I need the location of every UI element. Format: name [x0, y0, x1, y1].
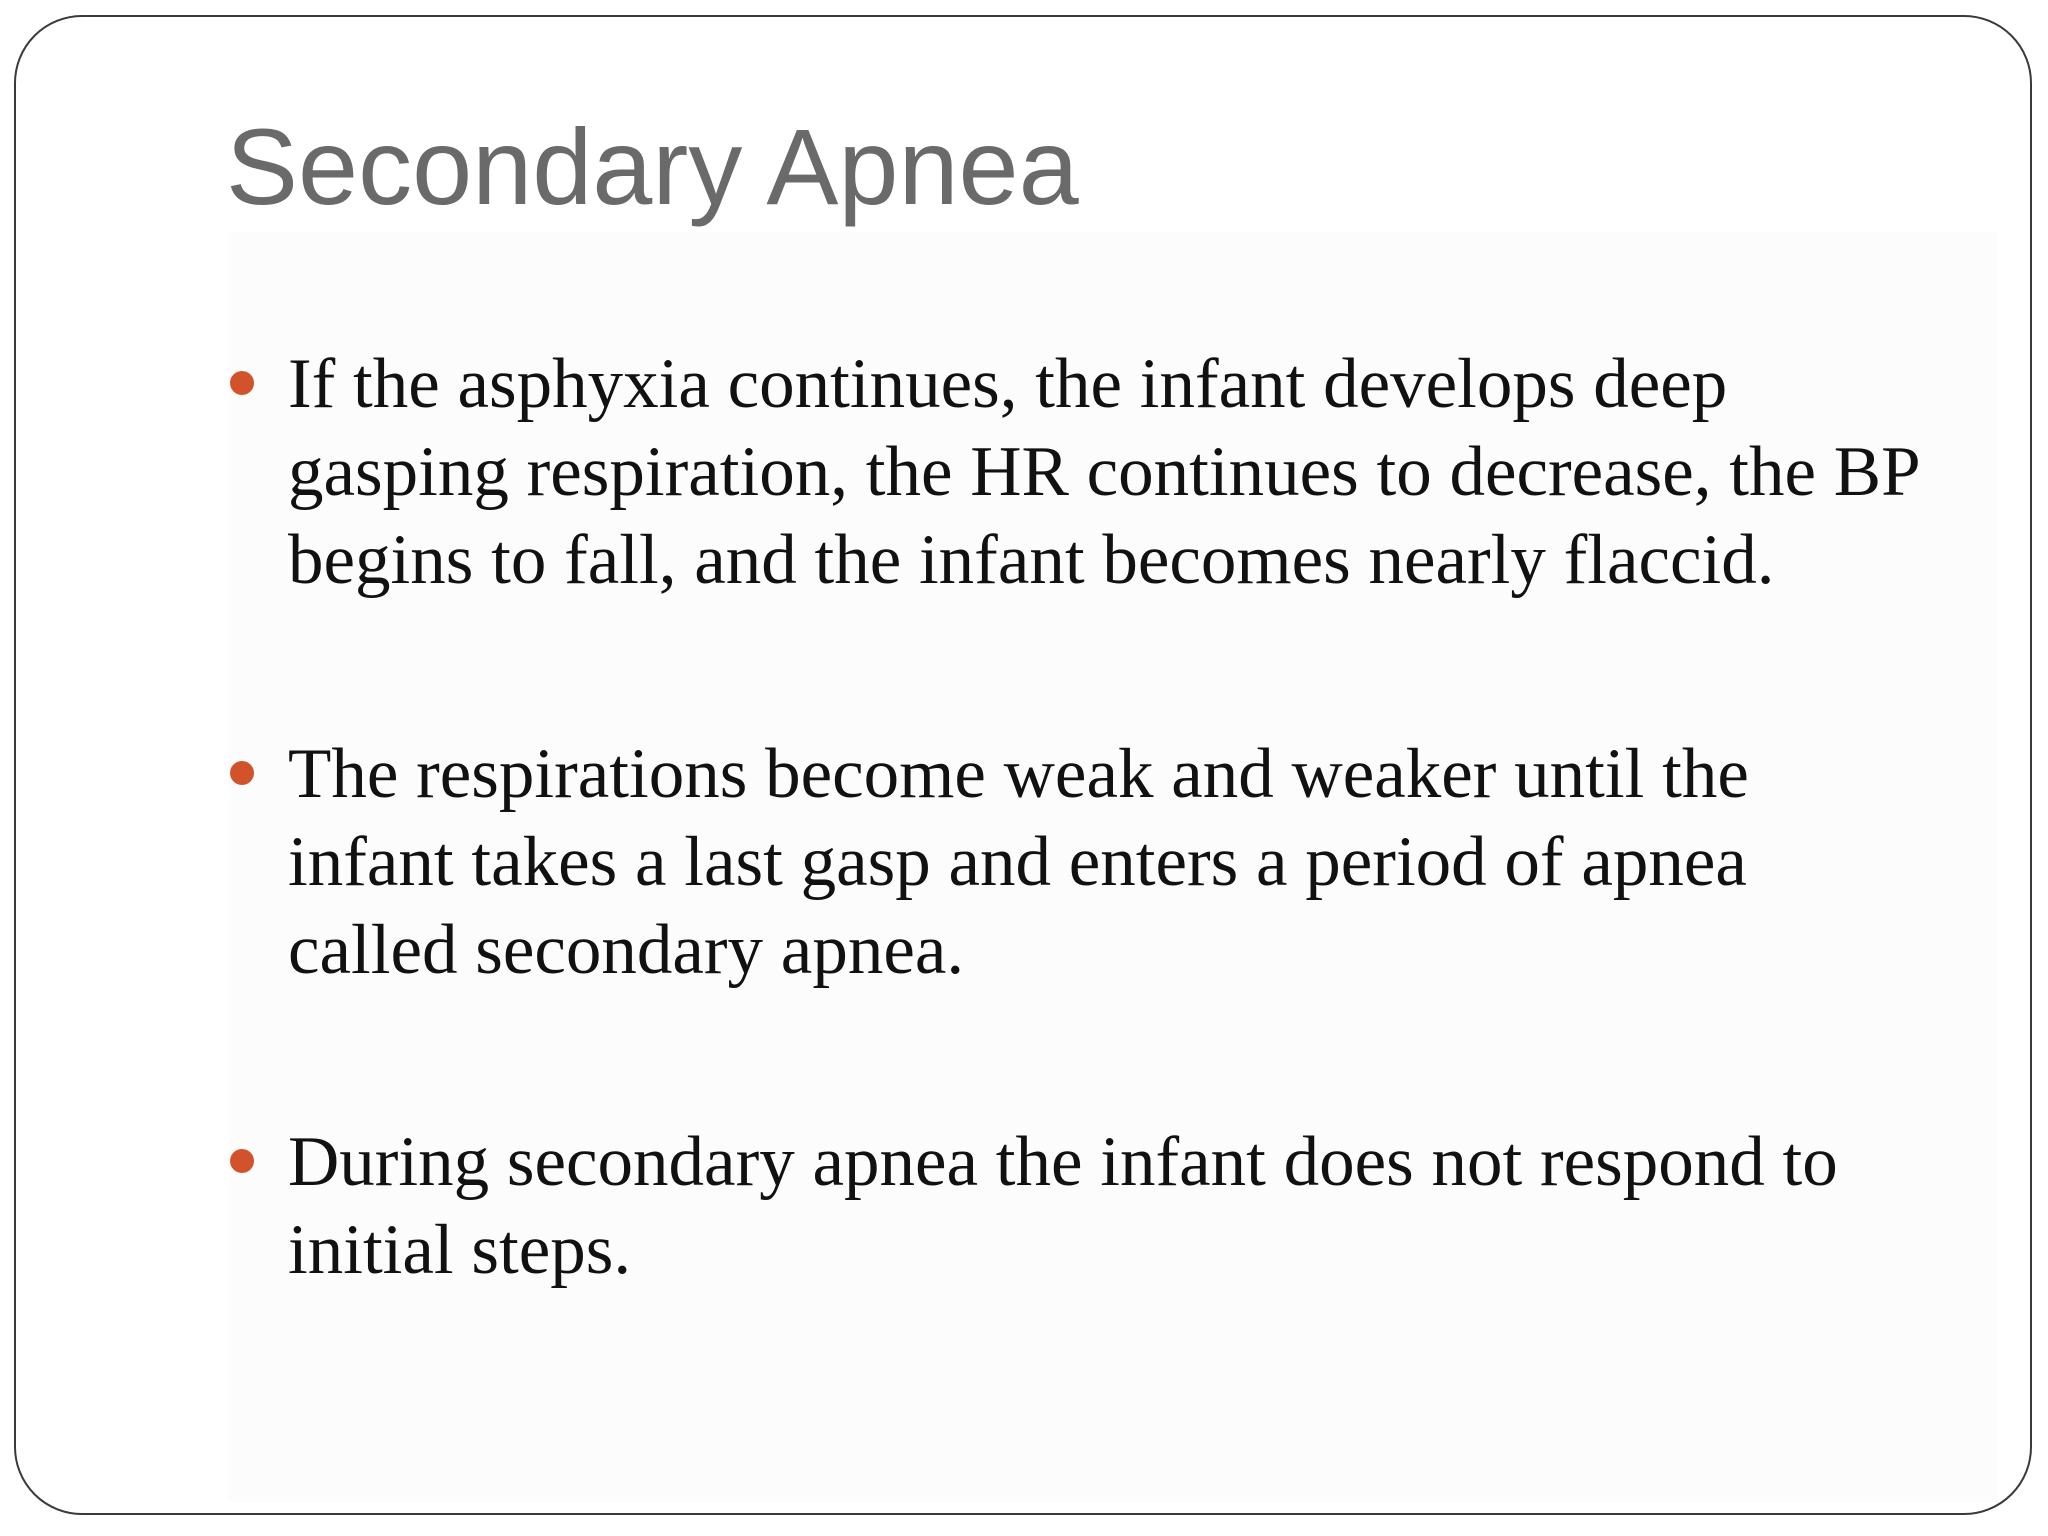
bullet-item: [230, 730, 1930, 994]
bullet-dot-icon: [230, 1149, 254, 1173]
bullet-text: If the asphyxia continues, the infant develops deep gasping respiration, the HR continues to decrease, the BP begins to fall, and the infant becomes nearly flaccid.: [288, 345, 1918, 599]
bullet-list: [230, 340, 1930, 1294]
bullet-dot-icon: [230, 371, 254, 395]
bullet-text: The respirations become weak and weaker until the infant takes a last gasp and enters a period of apnea called secondary apnea.: [288, 735, 1749, 989]
bullet-text: During secondary apnea the infant does not respond to initial steps.: [288, 1123, 1838, 1289]
bullet-item: [230, 1118, 1930, 1294]
slide-title: Secondary Apnea: [226, 106, 1079, 227]
bullet-item: [230, 340, 1930, 604]
bullet-dot-icon: [230, 761, 254, 785]
